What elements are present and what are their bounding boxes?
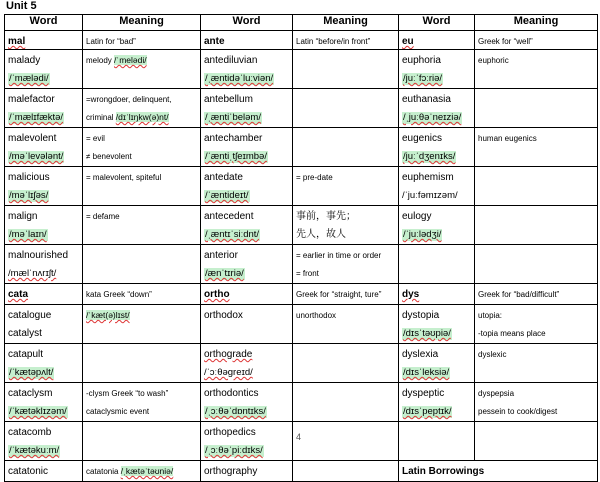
table-row [5, 50, 598, 89]
cell-line [204, 107, 289, 125]
cell-text: eulogy [402, 211, 432, 222]
pronunciation: /ˈɔːθəɡreɪd/ [204, 367, 253, 378]
cell-meaning-2 [293, 305, 399, 344]
cell-text: euphoria [402, 55, 441, 66]
cell-text: kata Greek “down” [86, 290, 152, 299]
cell-text: 先人，故人 [296, 229, 346, 240]
cell-text: eu [402, 36, 414, 47]
table-row [5, 245, 598, 284]
cell-text: antechamber [204, 133, 263, 144]
cell-meaning-3 [475, 422, 598, 461]
cell-text: ≠ benevolent [86, 152, 132, 161]
cell-line [8, 383, 79, 401]
cell-line [86, 284, 197, 302]
cell-word-2 [201, 461, 293, 482]
cell-line [204, 206, 289, 224]
cell-line [204, 224, 289, 242]
cell-meaning-1 [83, 245, 201, 284]
cell-meaning-2 [293, 50, 399, 89]
cell-text: malady [8, 55, 41, 66]
page-number: 4 [296, 432, 302, 442]
cell-word-2 [201, 206, 293, 245]
cell-text: ortho [204, 289, 230, 300]
cell-line [86, 401, 197, 419]
cell-word-2 [201, 422, 293, 461]
cell-text: malign [8, 211, 38, 222]
table-row [5, 344, 598, 383]
header-word-3: Word [399, 15, 475, 31]
cell-line [402, 146, 471, 164]
pronunciation: /juːˈdʒenɪks/ [403, 151, 456, 162]
cell-line [8, 31, 79, 49]
pronunciation: /ˈkætəpʌlt/ [9, 367, 54, 378]
header-meaning-2: Meaning [293, 15, 399, 31]
cell-line [86, 305, 197, 323]
cell-meaning-2 [293, 284, 399, 305]
cell-line [86, 50, 197, 68]
vocabulary-table [4, 14, 598, 482]
cell-word-1 [5, 128, 83, 167]
cell-text: catapult [8, 349, 44, 360]
cell-text: criminal [86, 113, 116, 122]
cell-text: Latin “before/in front” [296, 37, 371, 46]
cell-line [8, 128, 79, 146]
cell-text: euphemism [402, 172, 454, 183]
table-row [5, 128, 598, 167]
pronunciation: /ˌæntiˈbeləm/ [205, 112, 261, 123]
cell-text: = pre-date [296, 173, 333, 182]
cell-text: euphoric [478, 56, 509, 65]
cell-line [478, 323, 594, 341]
cell-meaning-1 [83, 128, 201, 167]
cell-text: catalyst [8, 328, 42, 339]
cell-text: antebellum [204, 94, 253, 105]
cell-line [204, 185, 289, 203]
cell-line [8, 401, 79, 419]
cell-line [8, 305, 79, 323]
cell-meaning-3 [475, 284, 598, 305]
cell-line [478, 31, 594, 49]
cell-text: ante [204, 36, 225, 47]
cell-text: antecedent [204, 211, 254, 222]
pronunciation: /ˌɔːθəˈpiːdɪks/ [205, 445, 263, 456]
cell-text: = malevolent, spiteful [86, 173, 162, 182]
cell-meaning-1 [83, 344, 201, 383]
cell-line [8, 206, 79, 224]
cell-word-3 [399, 50, 475, 89]
cell-line [296, 167, 395, 185]
cell-text: anterior [204, 250, 238, 261]
cell-line [296, 245, 395, 263]
cell-line [86, 146, 197, 164]
cell-word-2 [201, 284, 293, 305]
cell-meaning-2 [293, 31, 399, 50]
cell-line [296, 31, 395, 49]
cell-line [402, 284, 471, 302]
cell-text: human eugenics [478, 134, 537, 143]
cell-line [296, 206, 395, 224]
cell-text: mal [8, 36, 26, 47]
cell-line [204, 263, 289, 281]
cell-word-2 [201, 50, 293, 89]
cell-text: cataclysmic event [86, 407, 150, 416]
cell-line [86, 383, 197, 401]
cell-line [478, 401, 594, 419]
cell-line [86, 31, 197, 49]
cell-meaning-1 [83, 284, 201, 305]
pronunciation: /dɪˈlɪŋkw(ə)nt/ [115, 112, 169, 122]
cell-line [8, 146, 79, 164]
cell-line [204, 31, 289, 49]
cell-meaning-1 [83, 31, 201, 50]
pronunciation: /ˈæntiˌtʃeɪmbə/ [205, 151, 267, 162]
cell-text: orthopedics [204, 427, 256, 438]
cell-text: catalogue [8, 310, 52, 321]
cell-line [8, 461, 79, 479]
cell-line [204, 89, 289, 107]
cell-text: orthodox [204, 310, 243, 321]
cell-word-2 [201, 245, 293, 284]
cell-line [296, 305, 395, 323]
cell-line [402, 383, 471, 401]
table-row [5, 284, 598, 305]
cell-line [402, 344, 471, 362]
cell-word-2 [201, 89, 293, 128]
cell-text: dyspepsia [478, 389, 515, 398]
pronunciation: /ˌɔːθəˈdɒntɪks/ [205, 406, 266, 417]
cell-text: dystopia [402, 310, 440, 321]
header-word-1: Word [5, 15, 83, 31]
cell-line [402, 89, 471, 107]
cell-text: utopia: [478, 311, 503, 320]
cell-line [204, 146, 289, 164]
cell-word-3 [399, 461, 598, 482]
cell-line [402, 461, 594, 479]
cell-meaning-3 [475, 89, 598, 128]
pronunciation: /ˌjuːθəˈneɪziə/ [403, 112, 462, 123]
cell-text: orthograde [204, 349, 253, 360]
cell-word-2 [201, 305, 293, 344]
cell-line [204, 167, 289, 185]
header-word-2: Word [201, 15, 293, 31]
cell-text: dys [402, 289, 420, 300]
cell-word-3 [399, 206, 475, 245]
cell-text: = evil [86, 134, 105, 143]
cell-line [204, 305, 289, 323]
cell-line [402, 185, 471, 203]
cell-meaning-3 [475, 50, 598, 89]
cell-word-2 [201, 344, 293, 383]
cell-line [402, 305, 471, 323]
cell-text: = front [296, 269, 319, 278]
cell-line [204, 440, 289, 458]
cell-line [8, 167, 79, 185]
cell-line [402, 401, 471, 419]
cell-line [402, 31, 471, 49]
cell-line [402, 224, 471, 242]
cell-line [478, 50, 594, 68]
cell-line [204, 128, 289, 146]
cell-text: 事前，事先； [296, 211, 356, 222]
cell-line [478, 284, 594, 302]
cell-line [402, 128, 471, 146]
cell-line [402, 362, 471, 380]
cell-meaning-3 [475, 344, 598, 383]
cell-text: cata [8, 289, 29, 300]
table-body [5, 31, 598, 482]
cell-text: euthanasia [402, 94, 451, 105]
cell-line [8, 323, 79, 341]
cell-meaning-2 [293, 167, 399, 206]
pronunciation: /məˈlɪʃəs/ [9, 190, 49, 201]
cell-word-1 [5, 284, 83, 305]
cell-line [8, 68, 79, 86]
cell-line [204, 245, 289, 263]
cell-meaning-1 [83, 461, 201, 482]
cell-text: antedate [204, 172, 243, 183]
cell-line [86, 206, 197, 224]
pronunciation: /dɪsˈtəʊpiə/ [403, 328, 451, 339]
pronunciation: /məˈlevələnt/ [9, 151, 64, 162]
cell-word-1 [5, 461, 83, 482]
pronunciation: /ˈjuːlədʒi/ [403, 229, 442, 240]
cell-text: catatonia [86, 467, 121, 476]
cell-word-1 [5, 206, 83, 245]
cell-text: catacomb [8, 427, 52, 438]
cell-meaning-3 [475, 383, 598, 422]
cell-word-1 [5, 422, 83, 461]
pronunciation: /dɪsˈpeptɪk/ [403, 406, 452, 417]
cell-meaning-1 [83, 206, 201, 245]
cell-line [204, 284, 289, 302]
cell-word-3 [399, 245, 475, 284]
cell-line [8, 440, 79, 458]
cell-meaning-3 [475, 305, 598, 344]
cell-text: dyslexia [402, 349, 439, 360]
cell-text: malnourished [8, 250, 69, 261]
cell-line [86, 461, 197, 479]
pronunciation: /juːˈfɔːriə/ [403, 73, 443, 84]
cell-text: -topia means place [478, 329, 546, 338]
cell-line [204, 461, 289, 479]
cell-line [296, 263, 395, 281]
pronunciation: /ˈæntideɪt/ [205, 190, 249, 201]
cell-line [8, 224, 79, 242]
cell-word-3 [399, 422, 475, 461]
table-row [5, 383, 598, 422]
cell-word-2 [201, 128, 293, 167]
cell-meaning-2 [293, 461, 399, 482]
cell-line [478, 383, 594, 401]
cell-line [204, 422, 289, 440]
cell-meaning-2 [293, 206, 399, 245]
cell-word-1 [5, 167, 83, 206]
cell-meaning-2 [293, 344, 399, 383]
cell-line [8, 263, 79, 281]
cell-word-1 [5, 245, 83, 284]
cell-line [478, 128, 594, 146]
cell-text: pessein to cook/digest [478, 407, 558, 416]
header-meaning-1: Meaning [83, 15, 201, 31]
cell-meaning-2 [293, 245, 399, 284]
table-row [5, 206, 598, 245]
cell-line [8, 362, 79, 380]
cell-word-2 [201, 167, 293, 206]
cell-word-3 [399, 89, 475, 128]
cell-meaning-1 [83, 50, 201, 89]
cell-meaning-2 [293, 383, 399, 422]
pronunciation: /ˈjuːfəmɪzəm/ [402, 190, 458, 201]
cell-line [402, 323, 471, 341]
cell-text: orthodontics [204, 388, 259, 399]
cell-word-2 [201, 31, 293, 50]
cell-text: Latin Borrowings [402, 466, 485, 477]
cell-line [478, 344, 594, 362]
cell-word-1 [5, 50, 83, 89]
cell-meaning-3 [475, 206, 598, 245]
cell-line [296, 284, 395, 302]
cell-line [86, 107, 197, 125]
cell-text: Greek for “straight, ture” [296, 290, 382, 299]
pronunciation: /ˌkætəˈtəʊniə/ [120, 466, 174, 476]
pronunciation: /ˈkætəkuːm/ [9, 445, 60, 456]
cell-word-3 [399, 383, 475, 422]
cell-line [86, 89, 197, 107]
cell-line [402, 167, 471, 185]
cell-meaning-3 [475, 245, 598, 284]
cell-text: = defame [86, 212, 120, 221]
cell-text: -clysm Greek “to wash” [86, 389, 169, 398]
cell-text: malicious [8, 172, 50, 183]
cell-text: orthography [204, 466, 258, 477]
cell-text: dyspeptic [402, 388, 445, 399]
pronunciation: /mælˈnʌrɪʃt/ [8, 268, 57, 279]
cell-word-1 [5, 305, 83, 344]
cell-line [8, 245, 79, 263]
pronunciation: /ˈmælədi/ [9, 73, 49, 84]
cell-word-3 [399, 31, 475, 50]
pronunciation: /ˈmelədi/ [114, 55, 147, 65]
header-meaning-3: Meaning [475, 15, 598, 31]
pronunciation: /ˌæntidəˈluːviən/ [205, 73, 274, 84]
cell-meaning-1 [83, 305, 201, 344]
cell-word-3 [399, 167, 475, 206]
cell-line [86, 167, 197, 185]
cell-line [8, 185, 79, 203]
pronunciation: /dɪsˈleksiə/ [403, 367, 450, 378]
cell-line [8, 89, 79, 107]
cell-meaning-2 [293, 89, 399, 128]
cell-word-3 [399, 128, 475, 167]
cell-text: dyslexic [478, 350, 507, 359]
cell-meaning-1 [83, 422, 201, 461]
cell-text: = earlier in time or order [296, 251, 382, 260]
cell-line [8, 50, 79, 68]
cell-line [402, 68, 471, 86]
cell-line [204, 68, 289, 86]
cell-text: Greek for “bad/difficult” [478, 290, 560, 299]
header-row [5, 15, 598, 31]
unit-title: Unit 5 [6, 0, 37, 12]
cell-word-1 [5, 344, 83, 383]
table-row [5, 305, 598, 344]
cell-meaning-2 [293, 128, 399, 167]
cell-text: cataclysm [8, 388, 53, 399]
table-row [5, 89, 598, 128]
cell-line [402, 107, 471, 125]
cell-word-3 [399, 305, 475, 344]
cell-text: malefactor [8, 94, 55, 105]
cell-meaning-1 [83, 167, 201, 206]
cell-line [86, 128, 197, 146]
pronunciation: /ˌæntɪˈsiːdnt/ [205, 229, 260, 240]
cell-line [402, 206, 471, 224]
cell-meaning-3 [475, 167, 598, 206]
cell-meaning-1 [83, 89, 201, 128]
table-row [5, 167, 598, 206]
cell-meaning-2 [293, 422, 399, 461]
cell-word-1 [5, 383, 83, 422]
cell-line [204, 383, 289, 401]
table-row [5, 31, 598, 50]
cell-meaning-3 [475, 31, 598, 50]
cell-line [204, 401, 289, 419]
pronunciation: /ˈmælɪfæktə/ [9, 112, 64, 123]
pronunciation: /məˈlaɪn/ [9, 229, 47, 240]
cell-line [8, 284, 79, 302]
pronunciation: /ænˈtɪriə/ [205, 268, 244, 279]
cell-word-3 [399, 284, 475, 305]
cell-line [8, 422, 79, 440]
cell-line [296, 224, 395, 242]
table-row [5, 461, 598, 482]
cell-text: malevolent [8, 133, 57, 144]
cell-line [478, 305, 594, 323]
pronunciation: /ˈkæt(ə)lɪst/ [86, 310, 130, 320]
cell-text: unorthodox [296, 311, 337, 320]
cell-text: Latin for “bad” [86, 37, 136, 46]
cell-text: =wrongdoer, delinquent, [86, 95, 172, 104]
cell-text: antediluvian [204, 55, 258, 66]
cell-word-2 [201, 383, 293, 422]
cell-text: Greek for “well” [478, 37, 533, 46]
cell-word-1 [5, 89, 83, 128]
cell-meaning-1 [83, 383, 201, 422]
cell-meaning-3 [475, 128, 598, 167]
cell-text: melody [86, 56, 115, 65]
cell-text: eugenics [402, 133, 443, 144]
cell-line [204, 50, 289, 68]
cell-line [8, 107, 79, 125]
cell-line [8, 344, 79, 362]
cell-text: catatonic [8, 466, 49, 477]
cell-line [204, 362, 289, 380]
cell-line [204, 344, 289, 362]
pronunciation: /ˈkætəklɪzəm/ [9, 406, 67, 417]
cell-line [402, 50, 471, 68]
cell-word-1 [5, 31, 83, 50]
cell-word-3 [399, 344, 475, 383]
